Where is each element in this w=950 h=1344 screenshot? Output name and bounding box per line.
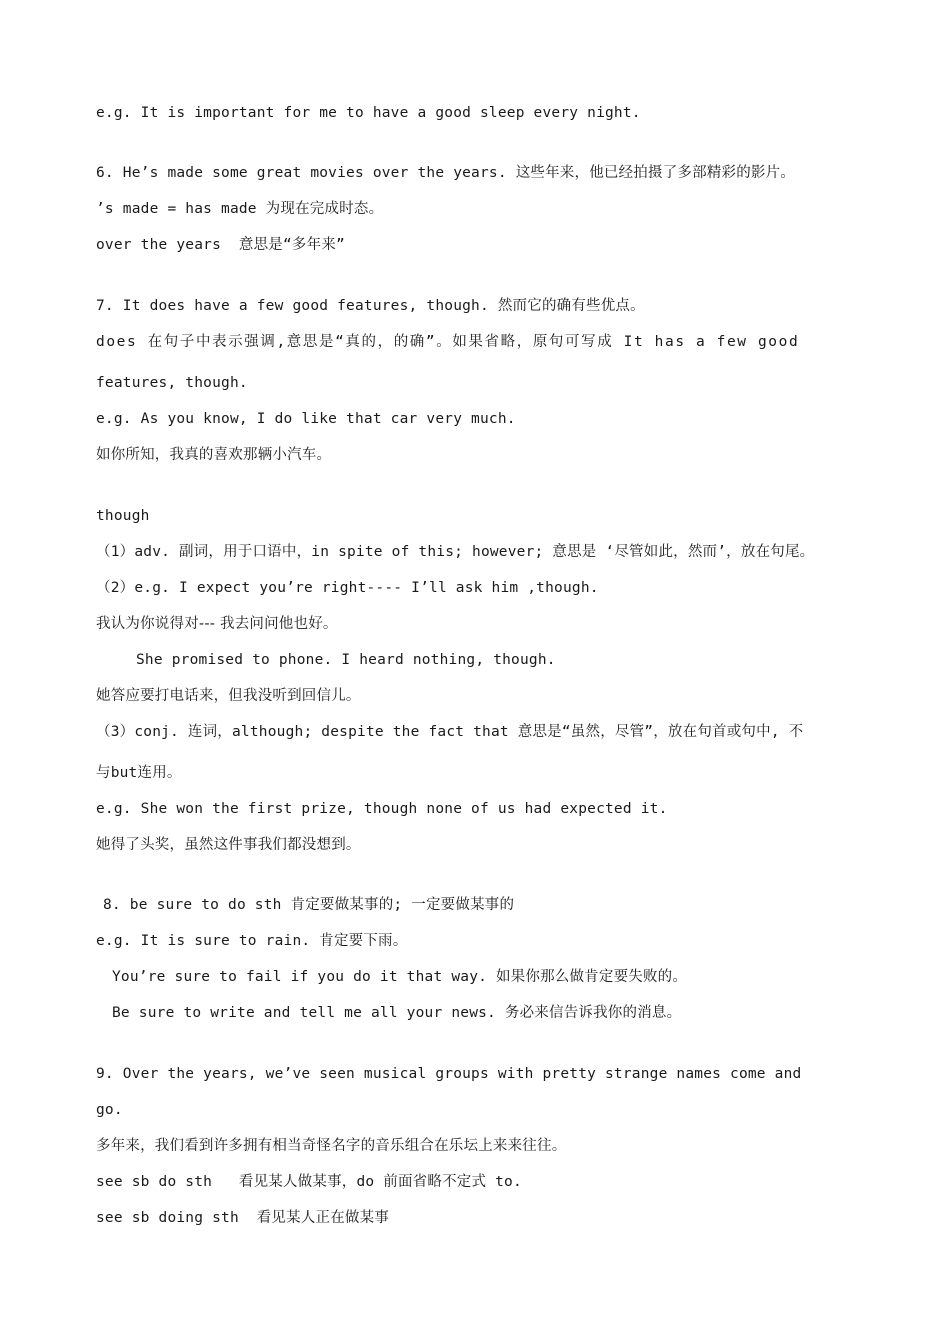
- though-sense-3-cont: 与but连用。: [96, 765, 182, 781]
- item-7-explanation: does 在句子中表示强调,意思是“真的，的确”。如果省略，原句可写成 It has a few good: [96, 334, 800, 350]
- though-example-2: She promised to phone. I heard nothing, though.: [136, 652, 556, 668]
- though-sense-2-translation: 我认为你说得对--- 我去问问他也好。: [96, 616, 338, 632]
- item-8-example-3: Be sure to write and tell me all your news. 务必来信告诉我你的消息。: [112, 1005, 682, 1021]
- item-8-heading: 8. be sure to do sth 肯定要做某事的; 一定要做某事的: [103, 897, 515, 913]
- item-7-example-translation: 如你所知，我真的喜欢那辆小汽车。: [96, 447, 332, 463]
- though-example-2-translation: 她答应要打电话来，但我没听到回信儿。: [96, 688, 361, 704]
- item-8-example-2: You’re sure to fail if you do it that way. 如果你那么做肯定要失败的。: [112, 969, 688, 985]
- though-sense-3-example: e.g. She won the first prize, though none of us had expected it.: [96, 801, 668, 817]
- item-6-phrase: over the years 意思是“多年来”: [96, 237, 345, 253]
- item-7-example: e.g. As you know, I do like that car very much.: [96, 411, 516, 427]
- item-9-heading-cont: go.: [96, 1102, 123, 1118]
- item-9-usage-2: see sb doing sth 看见某人正在做某事: [96, 1210, 390, 1226]
- item-7-explanation-cont: features, though.: [96, 375, 248, 391]
- item-9-translation: 多年来，我们看到许多拥有相当奇怪名字的音乐组合在乐坛上来来往往。: [96, 1138, 567, 1154]
- item-6-heading: 6. He’s made some great movies over the years. 这些年来，他已经拍摄了多部精彩的影片。: [96, 165, 795, 181]
- though-sense-1: （1）adv. 副词，用于口语中，in spite of this; however; 意思是 ‘尽管如此，然而’，放在句尾。: [96, 544, 815, 560]
- item-9-heading: 9. Over the years, we’ve seen musical groups with pretty strange names come and: [96, 1066, 802, 1082]
- though-sense-2: （2）e.g. I expect you’re right---- I’ll ask him ,though.: [96, 580, 599, 596]
- though-sense-3: （3）conj. 连词，although; despite the fact that 意思是“虽然，尽管”，放在句首或句中, 不: [96, 724, 804, 740]
- example-sentence: e.g. It is important for me to have a good sleep every night.: [96, 105, 641, 121]
- item-9-usage-1: see sb do sth 看见某人做某事，do 前面省略不定式 to.: [96, 1174, 522, 1190]
- item-8-example-1: e.g. It is sure to rain. 肯定要下雨。: [96, 933, 408, 949]
- item-7-heading: 7. It does have a few good features, though. 然而它的确有些优点。: [96, 298, 645, 314]
- though-heading: though: [96, 508, 150, 524]
- item-6-note: ’s made = has made 为现在完成时态。: [96, 201, 384, 217]
- though-sense-3-translation: 她得了头奖，虽然这件事我们都没想到。: [96, 837, 361, 853]
